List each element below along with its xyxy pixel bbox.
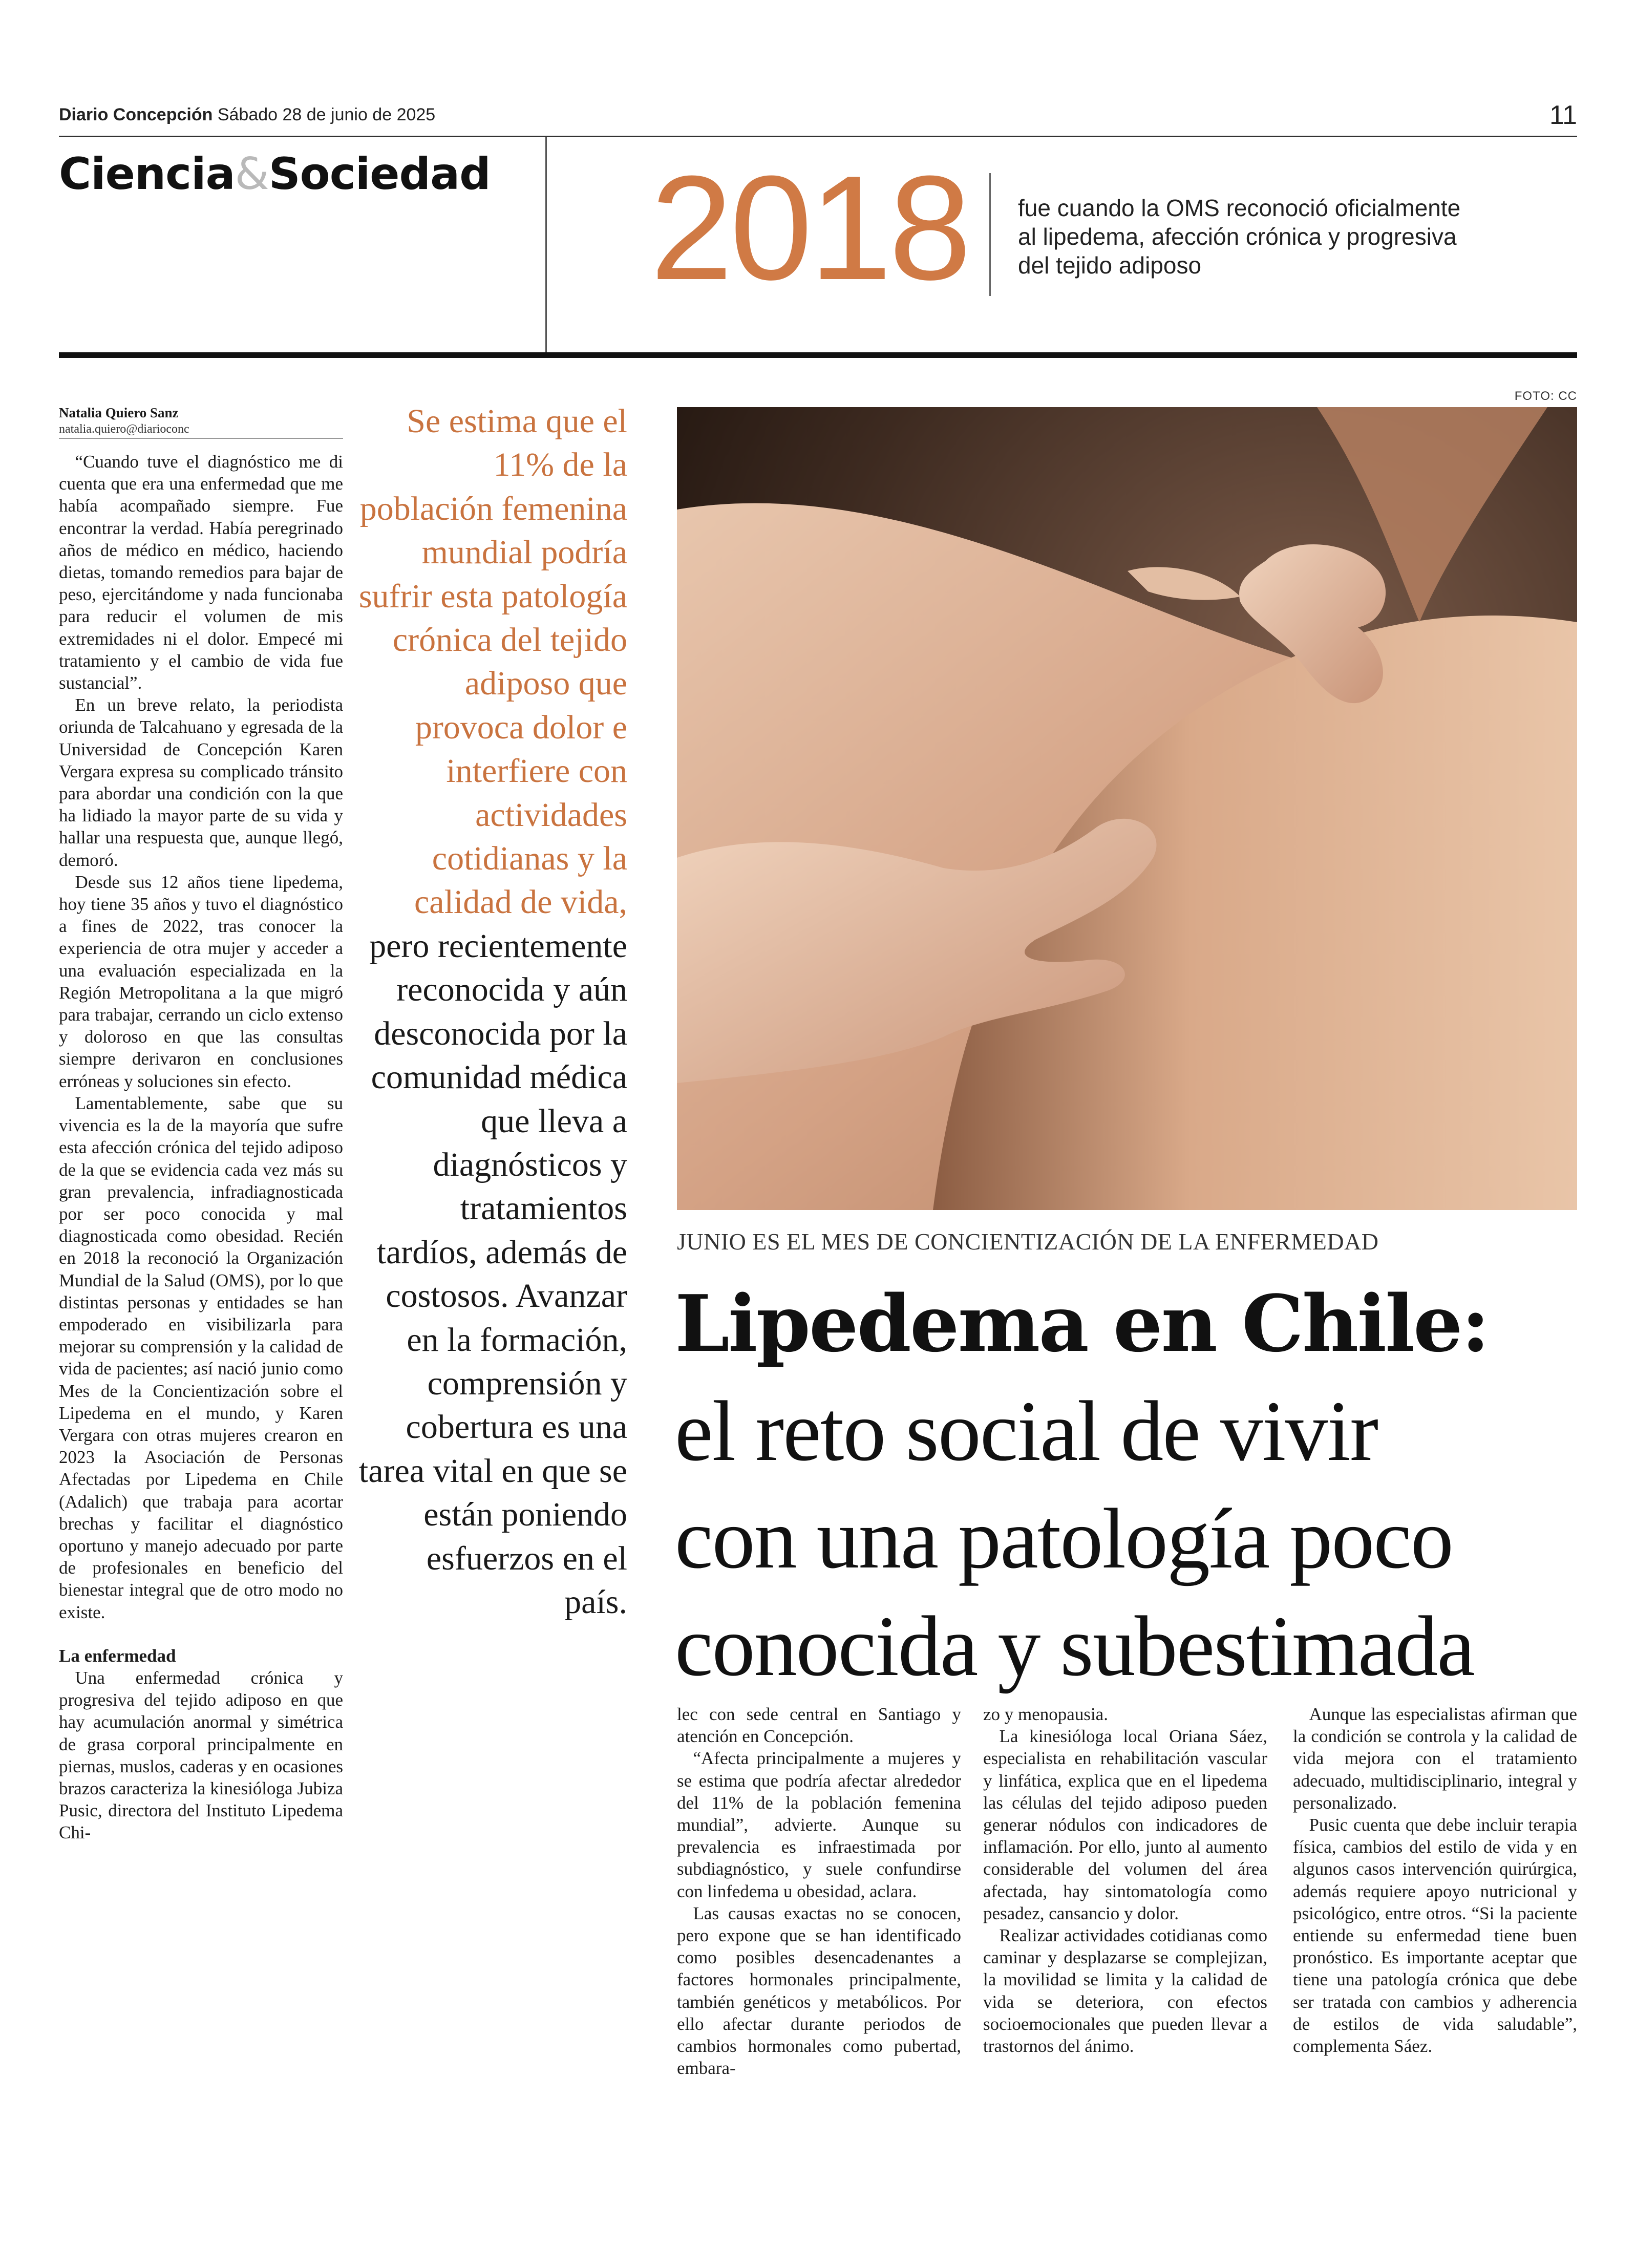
author-email: natalia.quiero@diarioconc <box>59 422 189 436</box>
author-name: Natalia Quiero Sanz <box>59 405 179 420</box>
paragraph: En un breve relato, la periodista oriunda de Talcahuano y egresada de la Universidad de Concepción Karen Vergara expresa su complicado tránsito para abordar una condición con la que ha lidiado la mayor parte de su vida y hallar una respuesta que, aunque llegó, demoró. <box>59 695 343 870</box>
pull-quote-accent: Se estima que el 11% de la población femenina mundial podría sufrir esta patología crónica del tejido adiposo que provoca dolor e interfiere con actividades cotidianas y la calidad de vida, <box>358 402 627 921</box>
headline-line: con una patología poco <box>675 1491 1453 1586</box>
paragraph: Pusic cuenta que debe incluir terapia física, cambios del estilo de vida y en algunos casos intervención quirúrgica, además requiere apoyo nutricional y psicológico, entre otros. “Si la paciente entiende su enfermedad tiene buen pronóstico. Es importante aceptar que tiene una patología crónica que debe ser tratada con cambios y adherencia de estilos de vida saludable”, complementa Sáez. <box>1293 1815 1577 2057</box>
section-title-a: Ciencia <box>59 149 235 200</box>
headline-kicker: JUNIO ES EL MES DE CONCIENTIZACIÓN DE LA ENFERMEDAD <box>677 1228 1379 1255</box>
subheading: La enfermedad <box>59 1645 176 1666</box>
photo-illustration <box>677 407 1577 1210</box>
article-photo <box>677 407 1577 1210</box>
issue-date: Sábado 28 de junio de 2025 <box>217 105 436 124</box>
headline-line: el reto social de vivir <box>675 1384 1378 1479</box>
paragraph: Las causas exactas no se conocen, pero expone que se han identificado como posibles desencadenantes a factores hormonales principalmente, también genéticos y metabólicos. Por ello afectar durante periodos de cambios hormonales como pubertad, embara- <box>677 1903 961 2079</box>
article-column-2 <box>677 1703 961 2079</box>
paragraph: Una enfermedad crónica y progresiva del tejido adiposo en que hay acumulación anormal y simétrica de grasa corporal principalmente en piernas, muslos, caderas y en ocasiones brazos caracteriza la kinesióloga Jubiza Pusic, directora del Instituto Lipedema Chi- <box>59 1667 343 1843</box>
paragraph: Realizar actividades cotidianas como caminar y desplazarse se complejizan, la movilidad se limita y la calidad de vida se deteriora, con efectos socioemocionales que pueden llevar a trastornos del ánimo. <box>983 1925 1267 2057</box>
article-column-3 <box>983 1703 1267 2057</box>
paragraph: lec con sede central en Santiago y atención en Concepción. <box>677 1704 961 1747</box>
header-rule <box>59 136 1577 137</box>
section-ampersand: & <box>235 149 269 200</box>
header-divider <box>545 137 547 352</box>
paragraph: zo y menopausia. <box>983 1704 1108 1724</box>
pull-quote <box>358 399 627 1624</box>
fact-year: 2018 <box>650 145 969 311</box>
paragraph: Aunque las especialistas afirman que la condición se controla y la calidad de vida mejora con el tratamiento adecuado, multidisciplinario, integral y personalizado. <box>1293 1704 1577 1813</box>
fact-text: fue cuando la OMS reconoció oficialmente al lipedema, afección crónica y progresiva del tejido adiposo <box>1018 195 1461 279</box>
article-column-4 <box>1293 1703 1577 2057</box>
article-column-1 <box>59 451 343 1844</box>
fact-divider <box>989 173 991 296</box>
section-title-b: Sociedad <box>268 149 491 200</box>
headline-bold: Lipedema en Chile: <box>675 1278 1489 1369</box>
byline-rule <box>59 438 343 439</box>
masthead <box>59 105 435 125</box>
photo-credit: FOTO: CC <box>1514 389 1577 403</box>
pull-quote-rest: pero recientemente reconocida y aún desconocida por la comunidad médica que lleva a diagnósticos y tratamientos tardíos, además de costosos. Avanzar en la formación, comprensión y cobertura es una tarea vital en que se están poniendo esfuerzos en el país. <box>358 927 627 1621</box>
headline-line: conocida y subestimada <box>675 1599 1474 1694</box>
paragraph: La kinesióloga local Oriana Sáez, especialista en rehabilitación vascular y linfática, explica que en el lipedema las células del tejido adiposo pueden generar nódulos con indicadores de inflamación. Por ello, junto al aumento considerable del volumen del área afectada, hay sintomatología como pesadez, cansancio y dolor. <box>983 1726 1267 1923</box>
paragraph: “Cuando tuve el diagnóstico me di cuenta que era una enfermedad que me había acompañado siempre. Fue encontrar la verdad. Había peregrinado años de médico en médico, haciendo dietas, tomando remedios para bajar de peso, ejercitándome y nada funcionaba para reducir el volumen de mis extremidades ni el dolor. Empecé mi tratamiento y el cambio de vida fue sustancial”. <box>59 452 343 693</box>
page-number: 11 <box>1549 100 1577 130</box>
paragraph: “Afecta principalmente a mujeres y se estima que podría afectar alrededor del 11% de la población femenina mundial”, advierte. Aunque su prevalencia es infraestimada por subdiagnóstico, y suele confundirse con linfedema u obesidad, aclara. <box>677 1748 961 1901</box>
byline <box>59 405 343 437</box>
section-title <box>59 149 491 200</box>
paragraph: Desde sus 12 años tiene lipedema, hoy tiene 35 años y tuvo el diagnóstico a fines de 2022, tras conocer la experiencia de otra mujer y acceder a una evaluación especializada en la Región Metropolitana a la que migró para trabajar, cerrando un ciclo extenso y doloroso en que las consultas siempre derivaron en conclusiones erróneas y soluciones sin efecto. <box>59 872 343 1091</box>
paper-name: Diario Concepción <box>59 105 213 124</box>
headline <box>675 1377 1597 1700</box>
header-thick-rule <box>59 352 1577 358</box>
paragraph: Lamentablemente, sabe que su vivencia es la de la mayoría que sufre esta afección crónica del tejido adiposo de la que se evidencia cada vez más su gran prevalencia, infradiagnosticada por ser poco conocida y mal diagnosticada como obesidad. Recién en 2018 la reconoció la Organización Mundial de la Salud (OMS), por lo que distintas personas y entidades se han empoderado en visibilizarla para mejorar su comprensión y la calidad de vida de pacientes; así nació junio como Mes de la Concientización sobre el Lipedema en el mundo, y Karen Vergara con otras mujeres crearon en 2023 la Asociación de Personas Afectadas por Lipedema en Chile (Adalich) que trabaja para acortar brechas y facilitar el diagnóstico oportuno y manejo adecuado por parte de profesionales en beneficio del bienestar integral que de otro modo no existe. <box>59 1093 343 1622</box>
